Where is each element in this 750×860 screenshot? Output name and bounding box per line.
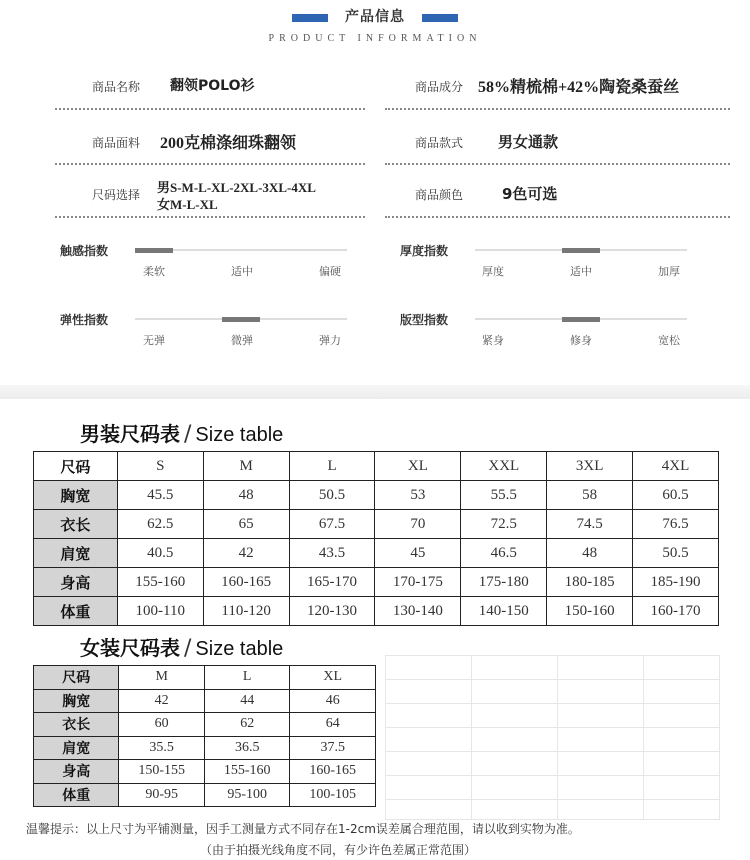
men-table-cell: 43.5 [289, 539, 375, 568]
men-size-header-cell: L [289, 452, 375, 481]
composition-label: 商品成分 [415, 80, 464, 94]
grid-line [471, 655, 472, 820]
men-size-header-cell: 4XL [633, 452, 719, 481]
table-row [34, 713, 376, 737]
women-table-cell: 36.5 [204, 736, 290, 760]
thickness-option: 厚度 [482, 265, 504, 278]
style-label: 商品款式 [415, 136, 464, 150]
women-table-cell: 35.5 [119, 736, 205, 760]
women-table-cell: 160-165 [290, 760, 376, 784]
men-table-title-cn: 男装尺码表 [80, 422, 180, 446]
men-table-cell: 48 [203, 481, 289, 510]
grid-line [385, 703, 720, 704]
faint-grid-background [385, 655, 720, 820]
women-table-cell: 42 [119, 689, 205, 713]
men-table-cell: 46.5 [461, 539, 547, 568]
grid-line [385, 799, 720, 800]
touch-index-knob [135, 248, 173, 253]
men-table-cell: 48 [547, 539, 633, 568]
men-size-header-cell: 3XL [547, 452, 633, 481]
product-info-header [0, 6, 750, 44]
women-row-header-cell: 肩宽 [34, 736, 119, 760]
men-table-cell: 67.5 [289, 510, 375, 539]
elasticity-index-knob [222, 317, 260, 322]
table-row [34, 736, 376, 760]
women-row-header-cell: 尺码 [34, 666, 119, 690]
men-row-header-cell: 肩宽 [34, 539, 118, 568]
men-table-cell: 130-140 [375, 597, 461, 626]
size-label: 尺码选择 [92, 188, 141, 202]
tip-note: 温馨提示：以上尺寸为平铺测量，因手工测量方式不同存在1-2cm误差属合理范围，请以收到实物为准。 [26, 822, 580, 836]
thickness-option: 适中 [570, 265, 592, 278]
men-table-title [80, 418, 283, 447]
touch-option: 偏硬 [319, 265, 341, 278]
men-table-cell: 150-160 [547, 597, 633, 626]
elasticity-option: 微弹 [231, 334, 253, 347]
section-subtitle: PRODUCT INFORMATION [268, 33, 482, 44]
table-row [34, 510, 719, 539]
color-value: 9色可选 [502, 185, 558, 203]
thickness-index-label: 厚度指数 [400, 244, 449, 258]
dotted-divider [55, 163, 365, 165]
touch-option: 适中 [231, 265, 253, 278]
women-table-cell: 100-105 [290, 783, 376, 807]
men-table-cell: 110-120 [203, 597, 289, 626]
men-row-header-cell: 衣长 [34, 510, 118, 539]
men-table-cell: 50.5 [289, 481, 375, 510]
grid-line [385, 655, 386, 820]
table-row [34, 760, 376, 784]
fit-option: 宽松 [658, 334, 680, 347]
women-table-cell: 46 [290, 689, 376, 713]
women-table-cell: 64 [290, 713, 376, 737]
men-table-cell: 155-160 [117, 568, 203, 597]
elasticity-index-label: 弹性指数 [60, 313, 109, 327]
men-header-row [34, 452, 719, 481]
section-title: 产品信息 [345, 9, 405, 25]
men-table-cell: 45 [375, 539, 461, 568]
tip-note-secondary: （由于拍摄光线角度不同，有少许色差属正常范围） [200, 843, 477, 857]
women-table-title-en: Size table [195, 638, 284, 660]
men-table-cell: 140-150 [461, 597, 547, 626]
women-table-cell: 62 [204, 713, 290, 737]
women-row-header-cell: 衣长 [34, 713, 119, 737]
men-table-cell: 45.5 [117, 481, 203, 510]
fit-index-knob [562, 317, 600, 322]
men-table-title-en: Size table [195, 424, 284, 446]
size-value-men: 男S-M-L-XL-2XL-3XL-4XL [157, 180, 316, 195]
grid-line [557, 655, 558, 820]
grid-line [385, 751, 720, 752]
style-value: 男女通款 [498, 133, 559, 151]
women-table-title [80, 632, 283, 661]
grid-line [385, 775, 720, 776]
thickness-option: 加厚 [658, 265, 680, 278]
header-accent-bar-right [422, 14, 458, 22]
elasticity-option: 无弹 [143, 334, 165, 347]
men-row-header-cell: 身高 [34, 568, 118, 597]
men-table-cell: 160-165 [203, 568, 289, 597]
fit-option: 修身 [570, 334, 592, 347]
men-size-header-cell: M [203, 452, 289, 481]
men-table-cell: 62.5 [117, 510, 203, 539]
women-table-title-cn: 女装尺码表 [80, 636, 180, 660]
dotted-divider [55, 216, 365, 218]
women-header-row [34, 666, 376, 690]
men-table-cell: 165-170 [289, 568, 375, 597]
grid-line [385, 655, 720, 656]
women-size-header-cell: L [204, 666, 290, 690]
men-table-cell: 40.5 [117, 539, 203, 568]
men-table-cell: 76.5 [633, 510, 719, 539]
men-size-table [33, 451, 719, 626]
men-table-cell: 53 [375, 481, 461, 510]
grid-line [385, 727, 720, 728]
name-label: 商品名称 [92, 80, 141, 94]
men-table-cell: 180-185 [547, 568, 633, 597]
men-table-cell: 100-110 [117, 597, 203, 626]
men-table-cell: 175-180 [461, 568, 547, 597]
women-table-cell: 90-95 [119, 783, 205, 807]
men-table-cell: 58 [547, 481, 633, 510]
dotted-divider [385, 163, 730, 165]
dotted-divider [55, 108, 365, 110]
table-row [34, 539, 719, 568]
grid-line [719, 655, 720, 820]
elasticity-option: 弹力 [319, 334, 341, 347]
thickness-index-knob [562, 248, 600, 253]
title-slash: / [184, 636, 192, 661]
grid-line [385, 679, 720, 680]
men-table-cell: 50.5 [633, 539, 719, 568]
header-accent-bar-left [292, 14, 328, 22]
men-row-header-cell: 体重 [34, 597, 118, 626]
table-row [34, 783, 376, 807]
grid-line [643, 655, 644, 820]
women-row-header-cell: 身高 [34, 760, 119, 784]
fit-index-label: 版型指数 [400, 313, 449, 327]
women-size-table [33, 665, 376, 807]
men-table-cell: 70 [375, 510, 461, 539]
women-table-cell: 37.5 [290, 736, 376, 760]
women-table-cell: 60 [119, 713, 205, 737]
table-row [34, 568, 719, 597]
men-table-cell: 120-130 [289, 597, 375, 626]
women-table-cell: 150-155 [119, 760, 205, 784]
composition-value: 58%精梳棉+42%陶瓷桑蚕丝 [478, 79, 680, 96]
men-table-cell: 60.5 [633, 481, 719, 510]
men-table-cell: 55.5 [461, 481, 547, 510]
men-table-cell: 74.5 [547, 510, 633, 539]
men-table-cell: 65 [203, 510, 289, 539]
table-row [34, 481, 719, 510]
dotted-divider [385, 108, 730, 110]
women-size-header-cell: XL [290, 666, 376, 690]
men-table-cell: 160-170 [633, 597, 719, 626]
touch-index-label: 触感指数 [60, 244, 109, 258]
size-value-women: 女M-L-XL [157, 197, 218, 212]
men-row-header-cell: 尺码 [34, 452, 118, 481]
women-table-cell: 155-160 [204, 760, 290, 784]
women-size-header-cell: M [119, 666, 205, 690]
touch-option: 柔软 [143, 265, 165, 278]
fit-option: 紧身 [482, 334, 504, 347]
men-table-cell: 42 [203, 539, 289, 568]
men-size-header-cell: S [117, 452, 203, 481]
women-row-header-cell: 胸宽 [34, 689, 119, 713]
name-value: 翻领POLO衫 [170, 78, 255, 94]
dotted-divider [385, 216, 730, 218]
men-table-cell: 72.5 [461, 510, 547, 539]
women-table-cell: 44 [204, 689, 290, 713]
table-row [34, 689, 376, 713]
section-divider [0, 385, 750, 399]
women-table-cell: 95-100 [204, 783, 290, 807]
men-table-cell: 185-190 [633, 568, 719, 597]
women-row-header-cell: 体重 [34, 783, 119, 807]
table-row [34, 597, 719, 626]
men-row-header-cell: 胸宽 [34, 481, 118, 510]
men-size-header-cell: XL [375, 452, 461, 481]
fabric-label: 商品面料 [92, 136, 141, 150]
title-slash: / [184, 422, 192, 447]
men-size-header-cell: XXL [461, 452, 547, 481]
men-table-cell: 170-175 [375, 568, 461, 597]
color-label: 商品颜色 [415, 188, 464, 202]
fabric-value: 200克棉涤细珠翻领 [160, 135, 297, 152]
